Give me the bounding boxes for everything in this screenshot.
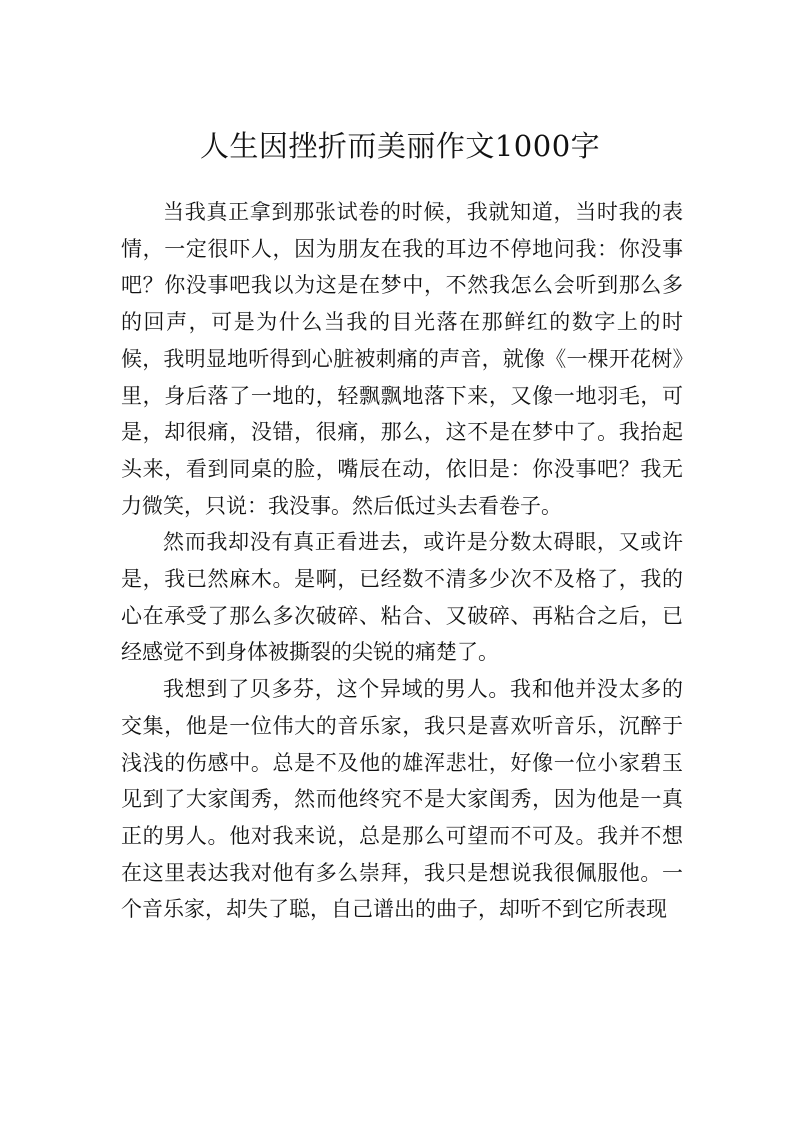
paragraph: 然而我却没有真正看进去，或许是分数太碍眼，又或许是，我已然麻木。是啊，已经数不清多少次不及格了，我的心在承受了那么多次破碎、粘合、又破碎、再粘合之后，已经感觉不到身体被撕裂的尖锐的痛楚了。	[121, 530, 683, 665]
paragraph: 我想到了贝多芬，这个异域的男人。我和他并没太多的交集，他是一位伟大的音乐家，我只是喜欢听音乐，沉醉于浅浅的伤感中。总是不及他的雄浑悲壮，好像一位小家碧玉见到了大家闺秀，然而他终究不是大家闺秀，因为他是一真正的男人。他对我来说，总是那么可望而不可及。我并不想在这里表达我对他有多么崇拜，我只是想说我很佩服他。一个音乐家，却失了聪，自己谱出的曲子，却听不到它所表现	[121, 677, 683, 922]
paragraph: 当我真正拿到那张试卷的时候，我就知道，当时我的表情，一定很吓人，因为朋友在我的耳边不停地问我：你没事吧？你没事吧我以为这是在梦中，不然我怎么会听到那么多的回声，可是为什么当我的目光落在那鲜红的数字上的时候，我明显地听得到心脏被刺痛的声音，就像《一棵开花树》里，身后落了一地的，轻飘飘地落下来，又像一地羽毛，可是，却很痛，没错，很痛，那么，这不是在梦中了。我抬起头来，看到同桌的脸，嘴辰在动，依旧是：你没事吧？我无力微笑，只说：我没事。然后低过头去看卷子。	[121, 200, 683, 518]
document-title: 人生因挫折而美丽作文1000字	[199, 129, 601, 163]
document-body	[121, 194, 683, 928]
